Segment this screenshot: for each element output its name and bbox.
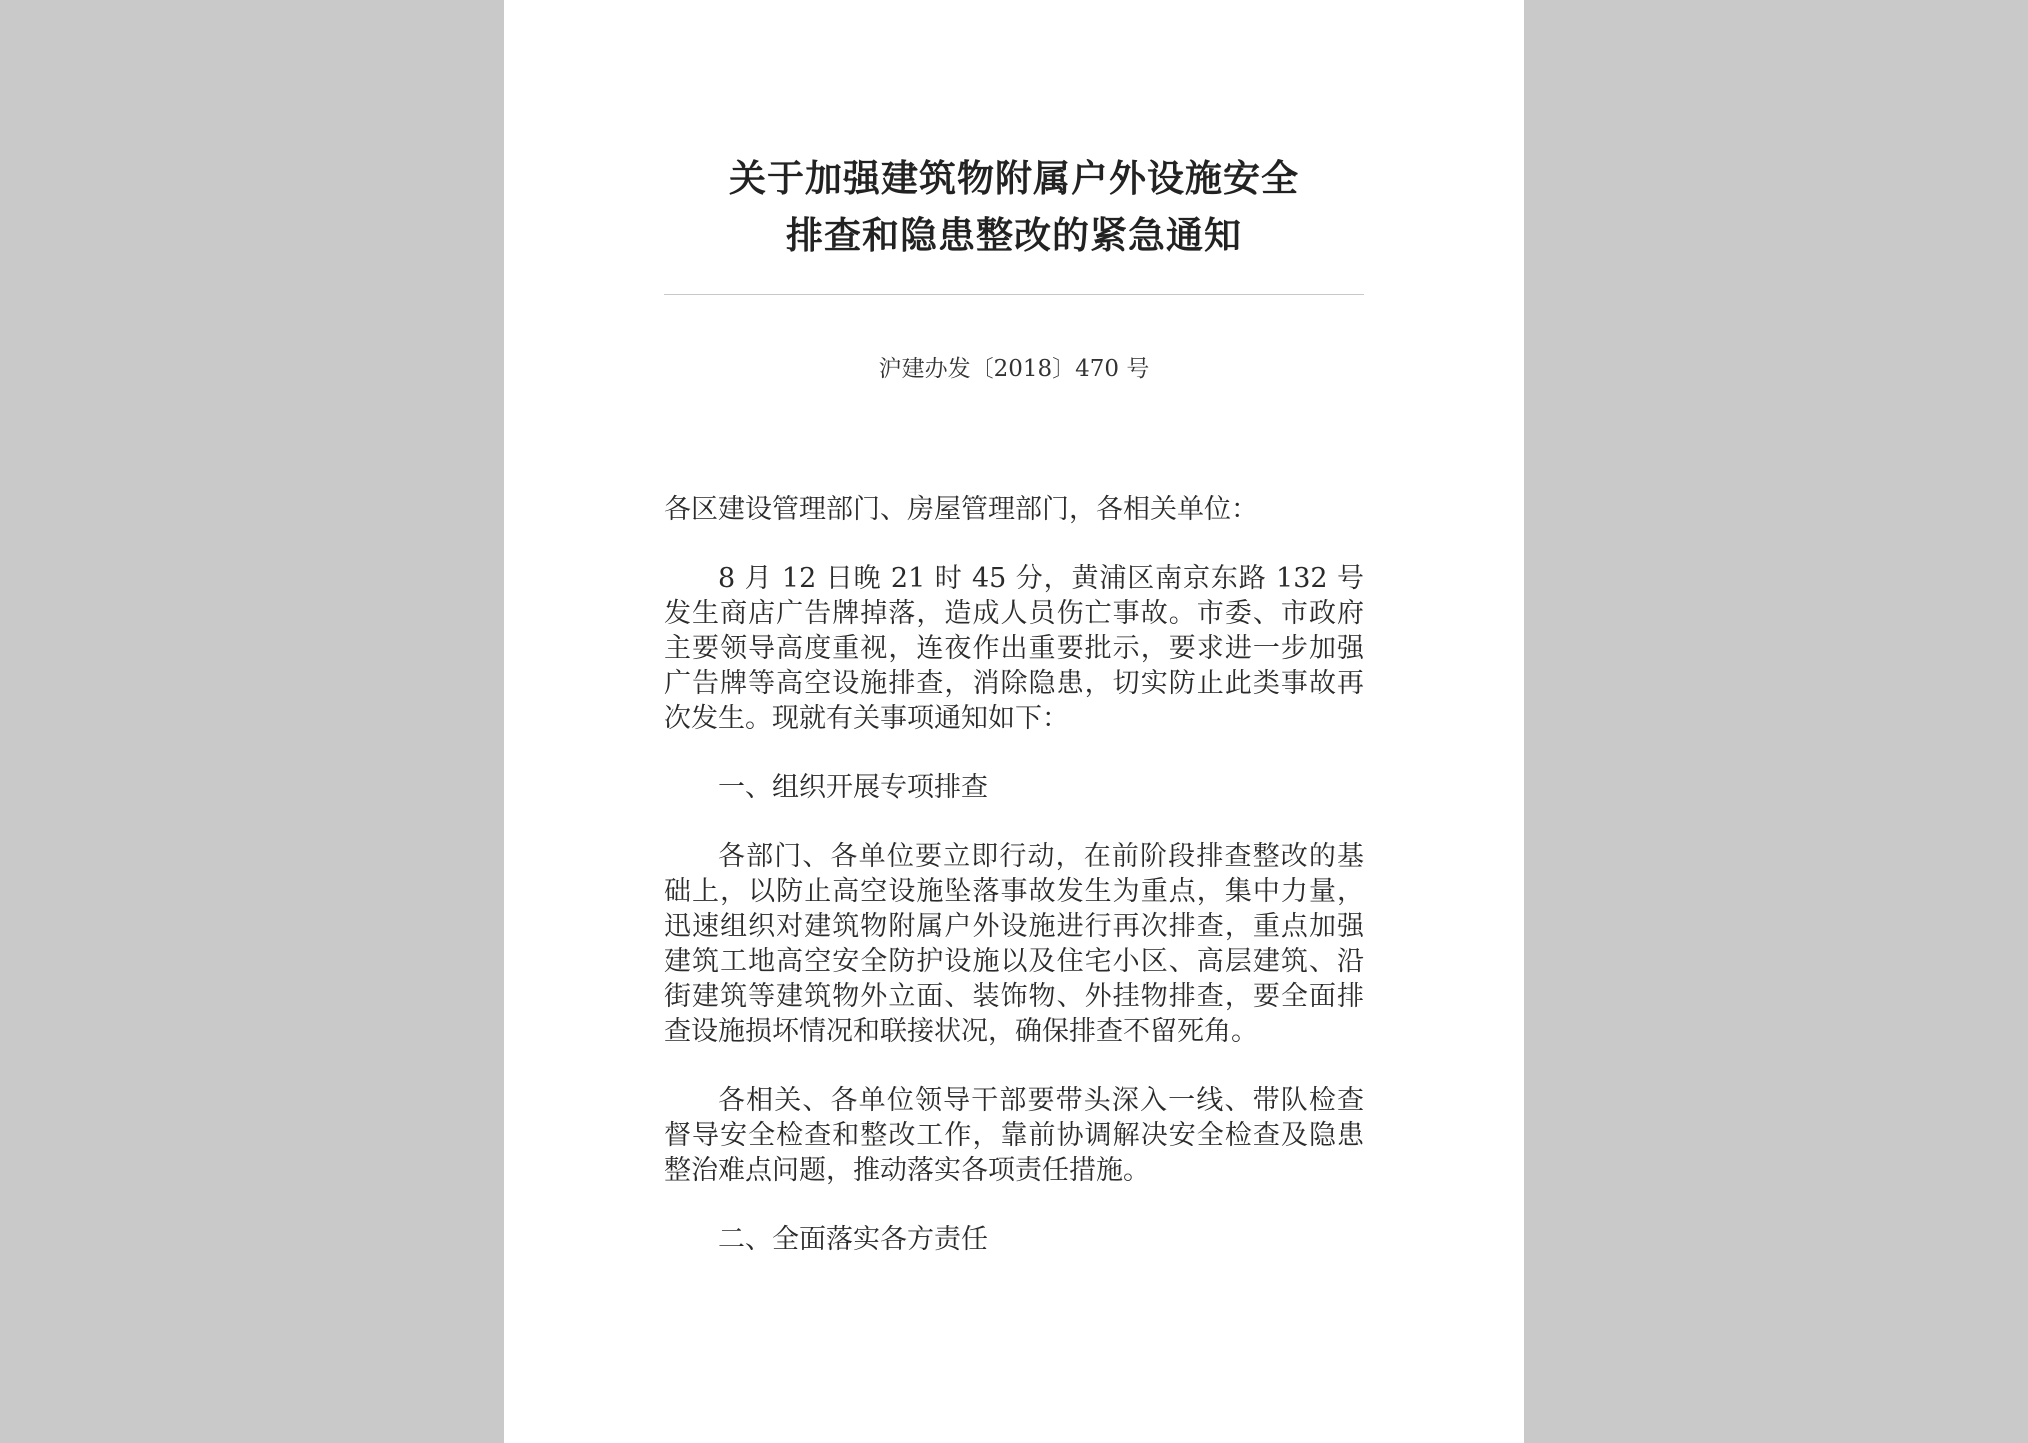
document-number: 沪建办发〔2018〕470 号 [878, 356, 1150, 382]
title-divider [664, 294, 1364, 295]
paragraph-section-1: 各部门、各单位要立即行动，在前阶段排查整改的基础上，以防止高空设施坠落事故发生为重点，集中力量，迅速组织对建筑物附属户外设施进行再次排查，重点加强建筑工地高空安全防护设施以及住宅小区、高层建筑、沿街建筑等建筑物外立面、装饰物、外挂物排查，要全面排查设施损坏情况和联接状况，确保排查不留死角。 [664, 841, 1364, 1047]
salutation: 各区建设管理部门、房屋管理部门，各相关单位： [664, 494, 1258, 525]
section-heading-1: 一、组织开展专项排查 [718, 772, 988, 803]
title-line-1: 关于加强建筑物附属户外设施安全 [729, 157, 1299, 200]
document-body [664, 492, 1364, 1291]
document-title [664, 150, 1364, 264]
paragraph-intro: 8 月 12 日晚 21 时 45 分，黄浦区南京东路 132 号发生商店广告牌掉落，造成人员伤亡事故。市委、市政府主要领导高度重视，连夜作出重要批示，要求进一步加强广告牌等高空设施排查，消除隐患，切实防止此类事故再次发生。现就有关事项通知如下： [664, 563, 1364, 734]
document-page [504, 0, 1524, 1443]
section-heading-2: 二、全面落实各方责任 [718, 1224, 988, 1255]
paragraph-section-1b: 各相关、各单位领导干部要带头深入一线、带队检查督导安全检查和整改工作，靠前协调解决安全检查及隐患整治难点问题，推动落实各项责任措施。 [664, 1085, 1364, 1186]
title-line-2: 排查和隐患整改的紧急通知 [786, 214, 1242, 257]
